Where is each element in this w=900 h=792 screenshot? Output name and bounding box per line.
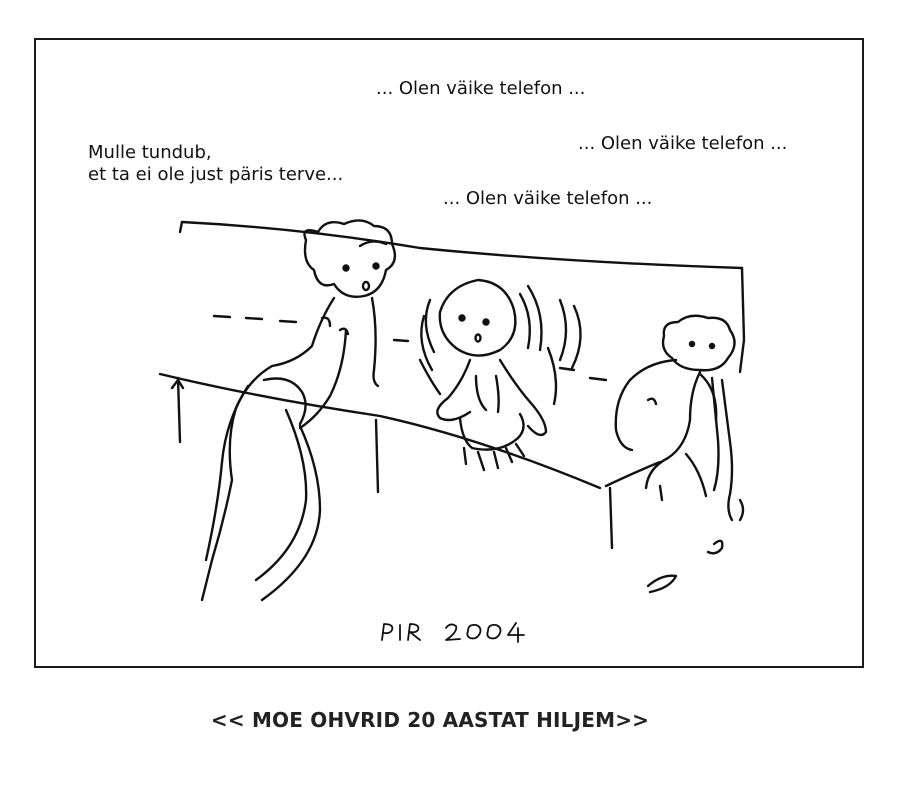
artist-signature — [380, 620, 530, 644]
speech-phone-right: ... Olen väike telefon ... — [578, 133, 788, 154]
speech-left-line-1: Mulle tundub, — [88, 142, 212, 163]
speech-phone-top: ... Olen väike telefon ... — [376, 78, 586, 99]
caption-title: << MOE OHVRID 20 AASTAT HILJEM>> — [210, 708, 650, 732]
speech-left-line-2: et ta ei ole just päris terve... — [88, 164, 344, 185]
speech-phone-middle: ... Olen väike telefon ... — [443, 188, 653, 209]
